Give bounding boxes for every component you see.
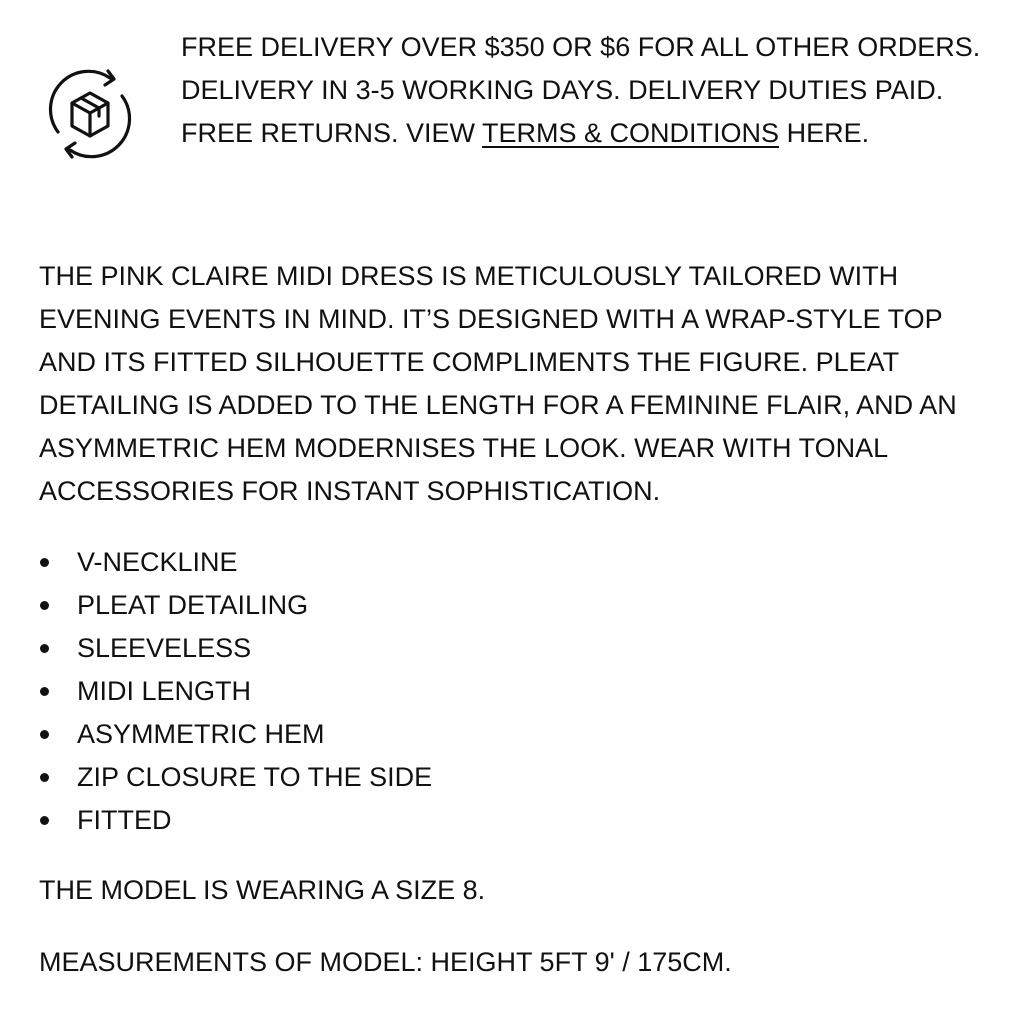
delivery-info (0, 26, 1024, 206)
feature-label: ZIP CLOSURE TO THE SIDE (77, 762, 433, 792)
product-description: THE PINK CLAIRE MIDI DRESS IS METICULOUSLY TAILORED WITH EVENING EVENTS IN MIND. IT’S DESIGNED WITH A WRAP-STYLE TOP AND ITS FITTED SILHOUETTE COMPLIMENTS THE FIGURE. PLEAT DETAILING IS ADDED TO THE LENGTH FOR A FEMININE FLAIR, AND AN ASYMMETRIC HEM MODERNISES THE LOOK. WEAR WITH TONAL ACCESSORIES FOR INSTANT SOPHISTICATION. (39, 261, 957, 506)
delivery-text-main: FREE DELIVERY OVER $350 OR $6 FOR ALL OTHER ORDERS. DELIVERY IN 3-5 WORKING DAYS. DELIVERY DUTIES PAID. FREE RETURNS. VIEW (181, 32, 981, 148)
bullet-icon (40, 773, 49, 782)
feature-item (39, 541, 432, 584)
feature-item (39, 670, 432, 713)
model-size-text: THE MODEL IS WEARING A SIZE 8. (39, 875, 486, 905)
feature-item (39, 756, 432, 799)
feature-item (39, 713, 432, 756)
feature-item (39, 584, 432, 627)
delivery-text-end: HERE. (779, 118, 870, 148)
feature-item (39, 627, 432, 670)
model-measurements-text: MEASUREMENTS OF MODEL: HEIGHT 5FT 9' / 175CM. (39, 947, 732, 977)
feature-label: SLEEVELESS (77, 633, 252, 663)
bullet-icon (40, 687, 49, 696)
bullet-icon (40, 730, 49, 739)
feature-label: MIDI LENGTH (77, 676, 252, 706)
terms-and-conditions-link[interactable]: TERMS & CONDITIONS (482, 118, 780, 148)
feature-label: PLEAT DETAILING (77, 590, 309, 620)
delivery-text (181, 26, 1001, 155)
feature-item (39, 799, 432, 842)
feature-label: ASYMMETRIC HEM (77, 719, 325, 749)
bullet-icon (40, 816, 49, 825)
feature-label: FITTED (77, 805, 172, 835)
product-features-list (39, 541, 432, 842)
bullet-icon (40, 558, 49, 567)
feature-label: V-NECKLINE (77, 547, 238, 577)
bullet-icon (40, 644, 49, 653)
box-with-refresh-arrows-icon (44, 68, 136, 160)
bullet-icon (40, 601, 49, 610)
